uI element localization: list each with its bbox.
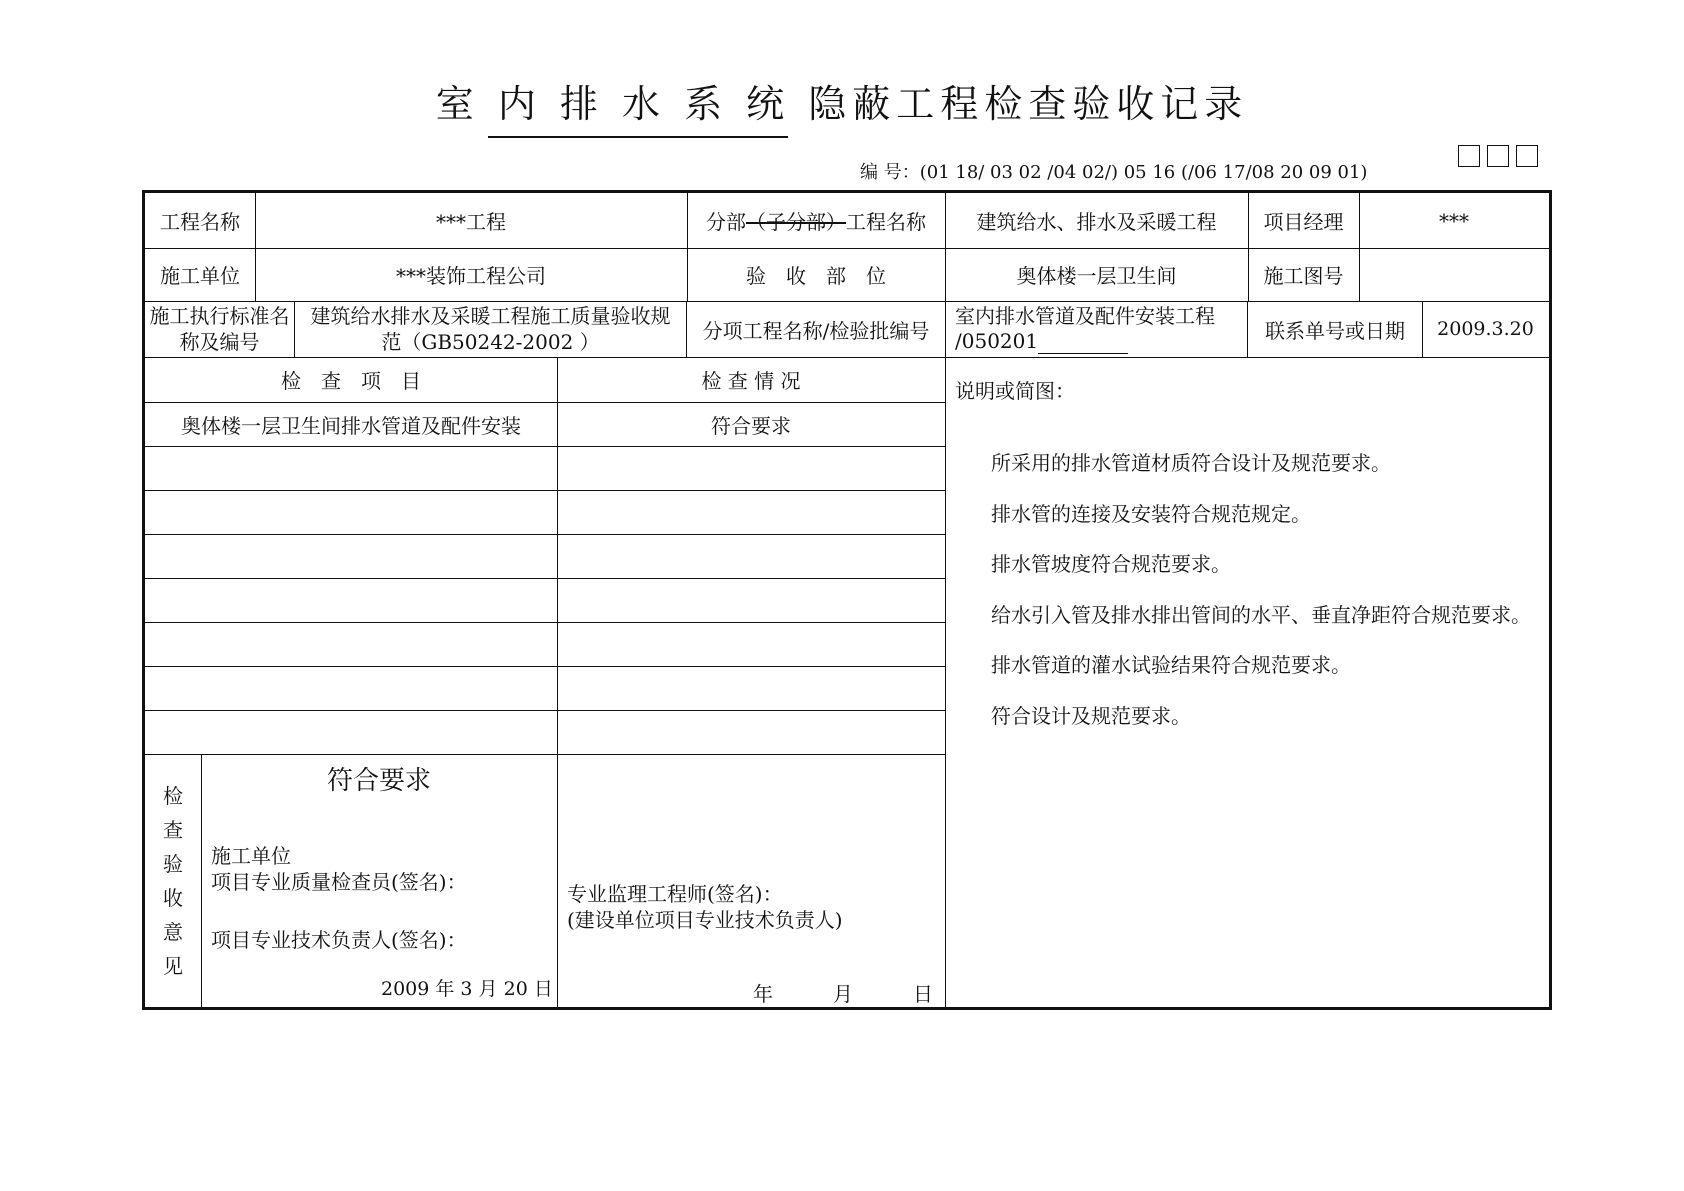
row-item	[145, 578, 558, 622]
table-row	[145, 446, 945, 491]
pm-label: 项目经理	[1248, 193, 1360, 248]
contractor-label: 施工单位	[145, 248, 256, 301]
row-status	[557, 490, 945, 534]
table-row	[145, 666, 945, 711]
empty-box[interactable]	[1516, 145, 1538, 167]
row-status	[557, 534, 945, 578]
opinion-result: 符合要求	[326, 766, 431, 796]
row-project	[145, 193, 1549, 249]
row-item	[145, 710, 558, 754]
subitem-value	[945, 301, 1248, 357]
table-row	[145, 578, 945, 623]
supervisor-signature: 专业监理工程师(签名)：	[567, 882, 783, 906]
page-title: 室 内 排 水 系 统 隐蔽工程检查验收记录	[435, 82, 1249, 126]
subitem-label: 分项工程名称/检验批编号	[687, 301, 946, 357]
empty-box[interactable]	[1487, 145, 1509, 167]
note-line: 排水管的连接及安装符合规范规定。	[991, 501, 1311, 526]
drawing-no-label: 施工图号	[1248, 248, 1360, 301]
row-status	[557, 446, 945, 490]
row-item	[145, 490, 558, 534]
contact-value: 2009.3.20	[1437, 318, 1534, 340]
opinion-char: 验	[163, 851, 183, 876]
tech-lead-signature: 项目专业技术负责人(签名)：	[211, 928, 467, 952]
supervisor-date: 年 月 日	[753, 982, 933, 1006]
division-label-struck: （子分部）	[746, 210, 846, 234]
subitem-value-line2	[955, 329, 1237, 354]
record-code: 编 号：(01 18/ 03 02 /04 02/) 05 16 (/06 17/08 20 09 01)	[860, 162, 1368, 183]
division-label	[687, 193, 946, 248]
contractor-date: 2009 年 3 月 20 日	[381, 978, 553, 1000]
note-line: 排水管坡度符合规范要求。	[991, 552, 1231, 576]
row-item: 奥体楼一层卫生间排水管道及配件安装	[145, 402, 558, 446]
note-line: 符合设计及规范要求。	[991, 703, 1191, 728]
contact-label: 联系单号或日期	[1248, 301, 1423, 357]
standard-label: 施工执行标准名称及编号	[145, 301, 295, 357]
notes-list	[991, 447, 1531, 750]
owner-tech-lead: (建设单位项目专业技术负责人)	[567, 908, 843, 932]
supervisor-opinion	[557, 754, 945, 1007]
row-status	[557, 622, 945, 666]
subitem-blank	[1038, 335, 1128, 354]
opinion-char: 见	[163, 953, 183, 978]
title-underline	[488, 136, 788, 138]
opinion-char: 查	[163, 817, 183, 842]
acceptance-part-label: 验 收 部 位	[687, 248, 946, 301]
table-row	[145, 490, 945, 535]
contractor-value: ***装饰工程公司	[255, 248, 688, 301]
opinion-char: 收	[163, 885, 183, 910]
form-frame	[142, 190, 1552, 1010]
contractor-unit: 施工单位	[211, 844, 291, 868]
table-row	[145, 402, 945, 447]
row-standard	[145, 301, 1549, 358]
empty-box[interactable]	[1458, 145, 1480, 167]
division-value: 建筑给水、排水及采暖工程	[945, 193, 1249, 248]
opinion-char: 检	[163, 783, 183, 808]
opinion-label-chars	[163, 779, 183, 983]
project-name-label: 工程名称	[145, 193, 256, 248]
checkbox-group	[1458, 145, 1538, 167]
opinion-label	[145, 754, 202, 1007]
row-status	[557, 666, 945, 710]
qc-inspector-signature: 项目专业质量检查员(签名)：	[211, 870, 467, 894]
pm-value: ***	[1439, 208, 1469, 233]
table-row	[145, 710, 945, 755]
project-name-value: ***工程	[255, 193, 688, 248]
row-item	[145, 446, 558, 490]
status-header: 检 查 情 况	[701, 369, 801, 393]
row-contractor	[145, 248, 1549, 302]
row-status: 符合要求	[711, 413, 791, 438]
opinion-char: 意	[163, 919, 183, 944]
inspection-header	[145, 357, 945, 403]
subitem-value-line1: 室内排水管道及配件安装工程	[955, 304, 1215, 328]
note-line: 所采用的排水管道材质符合设计及规范要求。	[991, 451, 1391, 475]
notes-section	[945, 357, 1549, 1007]
row-item	[145, 666, 558, 710]
row-status	[557, 578, 945, 622]
note-line: 给水引入管及排水排出管间的水平、垂直净距符合规范要求。	[991, 602, 1531, 627]
table-row	[145, 534, 945, 579]
table-row	[145, 622, 945, 667]
note-line: 排水管道的灌水试验结果符合规范要求。	[991, 653, 1351, 677]
standard-value: 建筑给水排水及采暖工程施工质量验收规范（GB50242-2002 ）	[295, 301, 687, 357]
division-label-suffix: 工程名称	[846, 210, 926, 234]
acceptance-part-value: 奥体楼一层卫生间	[945, 248, 1249, 301]
row-item	[145, 622, 558, 666]
inspection-section	[145, 357, 946, 1007]
contractor-opinion	[201, 754, 558, 1007]
drawing-no-value	[1359, 248, 1549, 301]
notes-title: 说明或简图：	[955, 379, 1075, 403]
row-status	[557, 710, 945, 754]
division-label-prefix: 分部	[706, 210, 746, 234]
row-item	[145, 534, 558, 578]
opinion-section	[145, 754, 945, 1007]
item-header: 检 查 项 目	[145, 357, 558, 402]
subitem-code: /050201	[955, 329, 1039, 353]
